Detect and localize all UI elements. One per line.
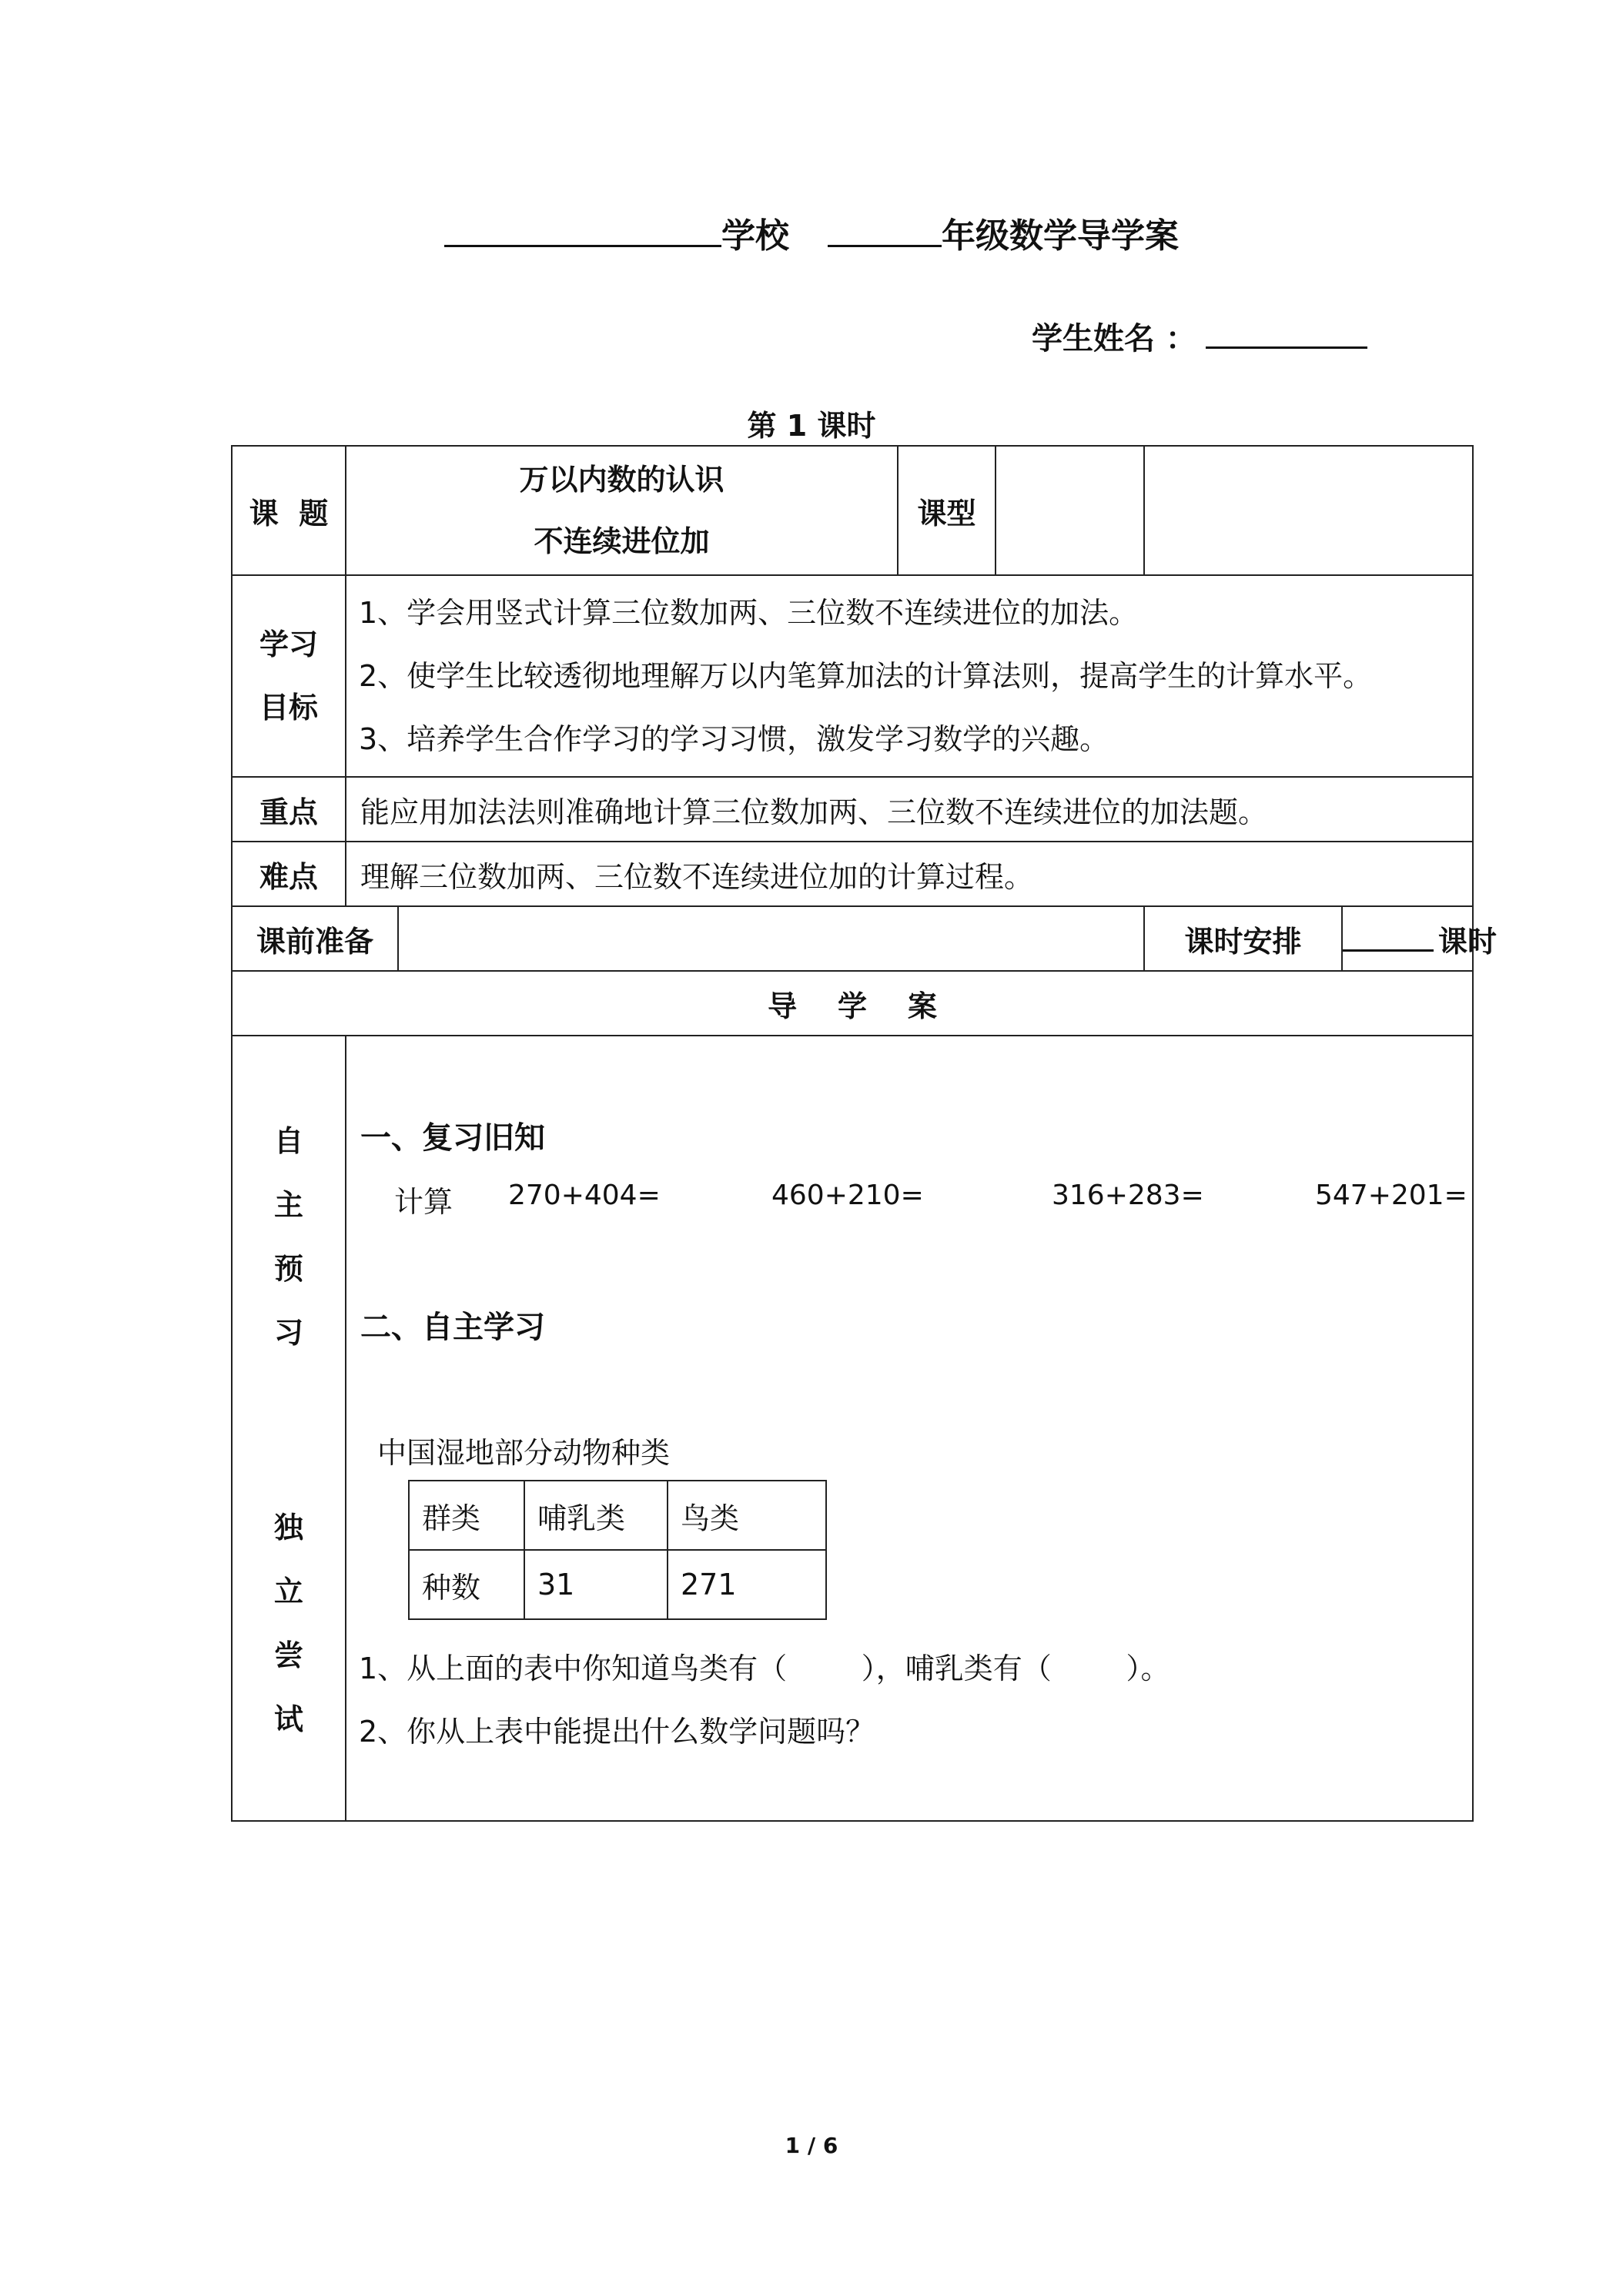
- animal-table-cell: 鸟类: [668, 1481, 826, 1550]
- preparation-label: 课前准备: [232, 906, 398, 971]
- guide-side-labels: [232, 1036, 346, 1821]
- self-preview-char: 自: [273, 1124, 303, 1158]
- school-name-blank: [444, 208, 721, 247]
- goal-item: 1、学会用竖式计算三位数加两、三位数不连续进位的加法。: [359, 596, 1139, 630]
- type-label: 课型: [898, 446, 996, 575]
- topic-line-2: 不连续进位加: [534, 524, 710, 558]
- type-extra-cell: [1144, 446, 1473, 575]
- animal-table-cell: 种数: [409, 1550, 524, 1619]
- student-name-blank: [1206, 316, 1367, 349]
- animal-table-cell: 哺乳类: [524, 1481, 668, 1550]
- self-preview-char: 习: [273, 1316, 303, 1350]
- review-title: 一、复习旧知: [360, 1120, 545, 1156]
- independent-try-char: 尝: [273, 1638, 303, 1672]
- goals-label: [232, 575, 346, 777]
- question-item: 1、从上面的表中你知道鸟类有（ ），哺乳类有（ ）。: [359, 1652, 1170, 1685]
- lesson-plan-table: [231, 445, 1498, 1822]
- key-point-text: 能应用加法法则准确地计算三位数加两、三位数不连续进位的加法题。: [346, 777, 1473, 842]
- goal-item: 2、使学生比较透彻地理解万以内笔算加法的计算法则，提高学生的计算水平。: [359, 659, 1373, 693]
- calc-item: 460+210=: [771, 1180, 924, 1211]
- independent-try-char: 试: [273, 1702, 303, 1736]
- schedule-value: [1342, 906, 1498, 971]
- topic-label: 课 题: [232, 446, 346, 575]
- topic-line-1: 万以内数的认识: [519, 463, 724, 497]
- animal-table: [408, 1480, 827, 1620]
- goal-item: 3、培养学生合作学习的学习习惯，激发学习数学的兴趣。: [359, 722, 1109, 756]
- calc-label: 计算: [394, 1185, 453, 1219]
- animal-table-caption: 中国湿地部分动物种类: [377, 1436, 671, 1470]
- guide-heading-row: [232, 971, 1473, 1036]
- guide-heading: 导 学 案: [232, 971, 1473, 1036]
- schedule-suffix: 课时: [1438, 924, 1498, 959]
- difficulty-row: [232, 842, 1473, 906]
- goals-list: [346, 575, 1473, 777]
- calc-item: 316+283=: [1052, 1180, 1204, 1211]
- independent-try-char: 独: [273, 1511, 303, 1545]
- student-name-line: [1032, 314, 1463, 360]
- independent-try-label: [233, 1496, 345, 1752]
- key-point-label: 重点: [232, 777, 346, 842]
- goals-label-1: 学习: [259, 628, 318, 661]
- independent-try-char: 立: [273, 1575, 303, 1608]
- calc-item: 547+201=: [1315, 1180, 1467, 1211]
- key-point-row: [232, 777, 1473, 842]
- animal-table-cell: 群类: [409, 1481, 524, 1550]
- animal-table-header: [409, 1481, 826, 1550]
- self-preview-char: 主: [273, 1188, 303, 1222]
- topic-value: [346, 446, 898, 575]
- page-title: [0, 208, 1623, 262]
- lesson-label: 第 1 课时: [747, 409, 876, 443]
- self-study-title: 二、自主学习: [360, 1310, 545, 1345]
- type-value: [996, 446, 1144, 575]
- difficulty-text: 理解三位数加两、三位数不连续进位加的计算过程。: [346, 842, 1473, 906]
- animal-table-cell: 271: [668, 1550, 826, 1619]
- animal-table-row: [409, 1550, 826, 1619]
- page-number: 1 / 6: [785, 2133, 838, 2158]
- difficulty-label: 难点: [232, 842, 346, 906]
- grade-blank: [828, 208, 942, 247]
- calc-item: 270+404=: [508, 1180, 661, 1211]
- schedule-blank: [1343, 922, 1434, 952]
- topic-row: [232, 446, 1473, 575]
- self-preview-label: [233, 1110, 345, 1365]
- animal-table-cell: 31: [524, 1550, 668, 1619]
- goals-label-2: 目标: [259, 691, 318, 725]
- goals-row: [232, 575, 1473, 777]
- school-suffix: 学校: [721, 216, 789, 256]
- guide-content-row: [232, 1036, 1473, 1821]
- student-name-label: 学生姓名 ：: [1032, 321, 1196, 356]
- grade-suffix: 年级数学导学案: [942, 216, 1179, 256]
- guide-content: [346, 1036, 1473, 1821]
- preparation-row: [232, 906, 1473, 971]
- preparation-value: [398, 906, 1144, 971]
- schedule-label: 课时安排: [1144, 906, 1342, 971]
- self-preview-char: 预: [273, 1252, 303, 1286]
- question-item: 2、你从上表中能提出什么数学问题吗？: [359, 1715, 875, 1749]
